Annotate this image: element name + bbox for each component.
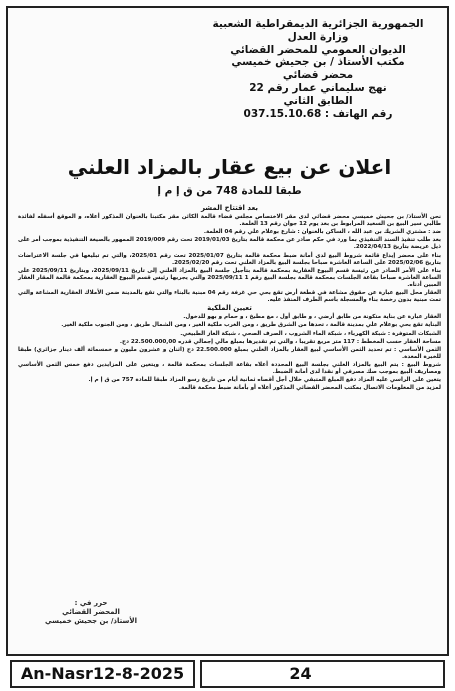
announcement-frame: [6, 6, 449, 656]
body-paragraph: الشبكات المتوفرة : شبكة الكهرباء ، شبكة الماء الشروب ، الصرف الصحي ، شبكة الغاز الطبيعي.: [180, 330, 441, 337]
signature-date-label: حرر في :: [74, 599, 108, 607]
issue-label: An-Nasr12-8-2025: [10, 660, 195, 688]
body-paragraph: بناء على الأمر الصادر عن رئيسة قسم البيوع العقارية بمحكمة قالمة بتأجيل جلسة البيع بالمزاد العلني إلى تاريخ 2025/09/11، وبتاريخ 2025/09/11 على الساعة العاشرة صباحا بقاعة الجلسات بمحكمة قالمة بجلسة البيع رقم 1 2025/09/11 والتي يجريها رئيس قسم البيوع العقارية بمحكمة قالمة المقار العقار المبين أدناه.: [18, 267, 441, 288]
header-line-floor: الطابق الثاني: [283, 94, 353, 107]
announcement-body: [18, 204, 441, 393]
signature-block: [26, 599, 156, 626]
body-paragraph: الثمن الأساسي : تم تحديد الثمن الأساسي لبيع العقار بالمزاد العلني بمبلغ 22.500.000 دج (اثنان و عشرون مليون و خمسمائة ألف دينار جزائري) طبقا للخبرة المعدة.: [18, 346, 441, 360]
body-paragraph: بعد طلب تنفيذ السند التنفيذي بما ورد في حكم صادر عن محكمة قالمة بتاريخ 2019/01/03 تحت رقم 2019/009 الممهور بالصيغة التنفيذية بموجب أمر على ذيل عريضة بتاريخ 2022/04/13.: [18, 237, 441, 251]
page-number-box: [200, 660, 445, 688]
page-number: 24: [289, 664, 312, 683]
page-footer: [10, 660, 445, 688]
signature-name: الأستاذ/ بن جحيش خميسي: [44, 617, 137, 625]
body-paragraph: العقار عبارة عن بناية متكونة من طابق أرضي ، و طابق أول ، مع مطبخ ، و حمام و بهو للدخول.: [183, 314, 441, 321]
announcement-title: اعلان عن بيع عقار بالمزاد العلني: [67, 155, 392, 179]
body-paragraph: البناية تقع بحي بوعلام علي بمدينة قالمة ، تحدها من الشرق طريق ، ومن الغرب ملكية الغير ، ومن الشمال طريق ، ومن الجنوب ملكية الغير.: [61, 322, 441, 329]
header-line-phone: رقم الهاتف : 037.15.10.68: [243, 107, 393, 120]
header-line-address: نهج سليماني عمار رقم 22: [249, 81, 387, 94]
body-paragraph: نحن الأستاذ/ بن جحيش خميسي محضر قضائي لدى مقر الاختصاص مجلس قضاء قالمة الكائن مقر مكتبنا بالعنوان المذكور أعلاه، و الموقع أسفله لفائدة طالبي سير البيع بن السعيد المرابوط بن بعد يوم 12 جوان رقم 13 العلمة.: [18, 214, 441, 228]
header-line-role: محضر قضائي: [282, 69, 354, 82]
body-paragraph: العقار محل البيع عبارة عن حقوق مشاعة في قطعة أرض تقع بحي حي غرفة رقم 04 مبنية بالبناء والتي تقع بالمدينة ضمن الأملاك العقارية المشاعة والتي تمت مبنية بدون رخصة بناء والمسجلة باسم الطرف المنفذ عليه.: [18, 290, 441, 304]
header-line-ministry: وزارة العدل: [287, 30, 349, 43]
header-line-office: الديوان العمومي للمحضر القضائي: [230, 43, 406, 56]
body-paragraph: شروط البيع : يتم البيع بالمزاد العلني بجلسة البيع المحددة أعلاه بقاعة الجلسات بمحكمة قالمة ، ويتعين على المزايدين دفع خمس الثمن الأساسي ومصاريف البيع بموجب صك مصرفي أو نقدا لدى أمانة الضبط.: [18, 361, 441, 375]
body-opening: بعد اقتتاح المشر: [200, 204, 259, 212]
header-line-bailiff: مكتب الأستاذ / بن جحيش خميسي: [231, 56, 405, 69]
body-paragraph: ضد : مشتري الشريك بن عبد الله ، الساكن بالعنوان : شارع بوعلام علي رقم 04 العلمة.: [203, 229, 441, 236]
body-paragraph: مساحة العقار حسب المخطط : 117 متر مربع تقريبا ، والتي تم تقديرها بمبلغ مالي إجمالي قدره 22.500.000,00 دج.: [119, 338, 441, 345]
bailiff-header: [203, 18, 433, 120]
body-section-heading: تعيين الملكية: [207, 304, 252, 313]
body-paragraph: لمزيد من المعلومات الاتصال بمكتب المحضر القضائي المذكور أعلاه أو بأمانة ضبط محكمة قالمة.: [178, 385, 441, 392]
body-paragraph: يتعين على الراسي عليه المزاد دفع المبلغ المتبقي خلال أجل أقصاه ثمانية أيام من تاريخ رسو المزاد طبقا للمادة 757 من ق إ م إ.: [88, 377, 441, 384]
announcement-subtitle: طبقا للمادة 748 من ق إ م إ: [157, 185, 302, 197]
signature-role: المحضر القضائي: [62, 608, 120, 616]
header-line-republic: الجمهورية الجزائرية الديمقراطية الشعبية: [212, 18, 424, 30]
body-paragraph: بناء على محضر إيداع قائمة شروط البيع لدى أمانة ضبط محكمة قالمة بتاريخ 2025/01/07 تحت رقم 2025/01، والتي تم تبليغها في جلسة الاعتراضات بتاريخ 2025/02/06 على الساعة العاشرة صباحا بجلسة البيع بالمزاد العلني تحت رقم 2025/02/20.: [18, 252, 441, 266]
